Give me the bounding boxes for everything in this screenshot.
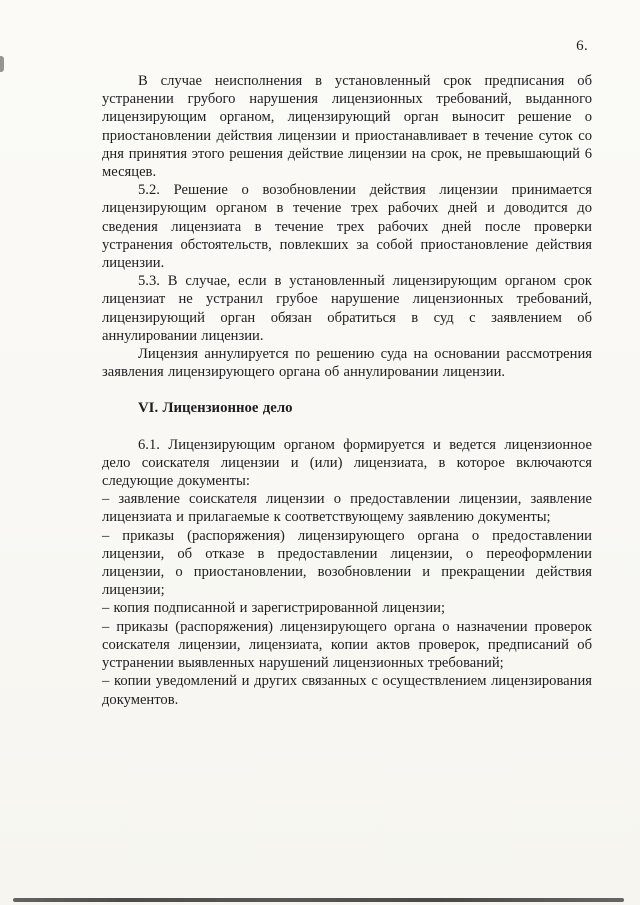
list-item-orders-license: – приказы (распоряжения) лицензирующего органа о предоставлении лицензии, об отказе в предоставлении лицензии, о переоформлении лицензии, о приостановлении, возобновлении и прекращении действия лицензии; [102,527,592,599]
scan-edge-artifact-bottom [13,898,624,902]
list-item-application: – заявление соискателя лицензии о предоставлении лицензии, заявление лицензиата и прилагаемые к соответствующему заявлению документы; [102,491,592,526]
paragraph-suspension: В случае неисполнения в установленный срок предписания об устранении грубого нарушения лицензионных требований, выданного лицензирующим органом, лицензирующий орган выносит решение о приостановлении действия лицензии и приостанавливает в течение суток со дня принятия этого решения действие лицензии на срок, не превышающий 6 месяцев. [102,73,592,181]
paragraph-6-1: 6.1. Лицензирующим органом формируется и ведется лицензионное дело соискателя лицензии и (или) лицензиата, в которое включаются следующие документы: [102,436,592,490]
document-body [102,72,592,709]
scan-edge-artifact-left [0,56,4,72]
list-item-orders-inspections: – приказы (распоряжения) лицензирующего органа о назначении проверок соискателя лицензии, лицензиата, копии актов проверок, предписаний об устранении выявленных нарушений лицензионных требований; [102,618,592,672]
list-item-notifications: – копии уведомлений и других связанных с осуществлением лицензирования документов. [102,673,592,708]
page-number: 6. [576,38,588,54]
section-heading: VI. Лицензионное дело [138,400,293,417]
paragraph-5-3: 5.3. В случае, если в установленный лицензирующим органом срок лицензиат не устранил грубое нарушение лицензионных требований, лицензирующий орган обязан обратиться в суд с заявлением об аннулировании лицензии. [102,273,592,344]
paragraph-5-2: 5.2. Решение о возобновлении действия лицензии принимается лицензирующим органом в течение трех рабочих дней и доводится до сведения лицензиата в течение трех рабочих дней после проверки устранения обстоятельств, повлекших за собой приостановление действия лицензии. [102,182,592,272]
paragraph-annulment: Лицензия аннулируется по решению суда на основании рассмотрения заявления лицензирующего органа об аннулировании лицензии. [102,346,592,381]
list-item-license-copy: – копия подписанной и зарегистрированной лицензии; [102,600,445,617]
